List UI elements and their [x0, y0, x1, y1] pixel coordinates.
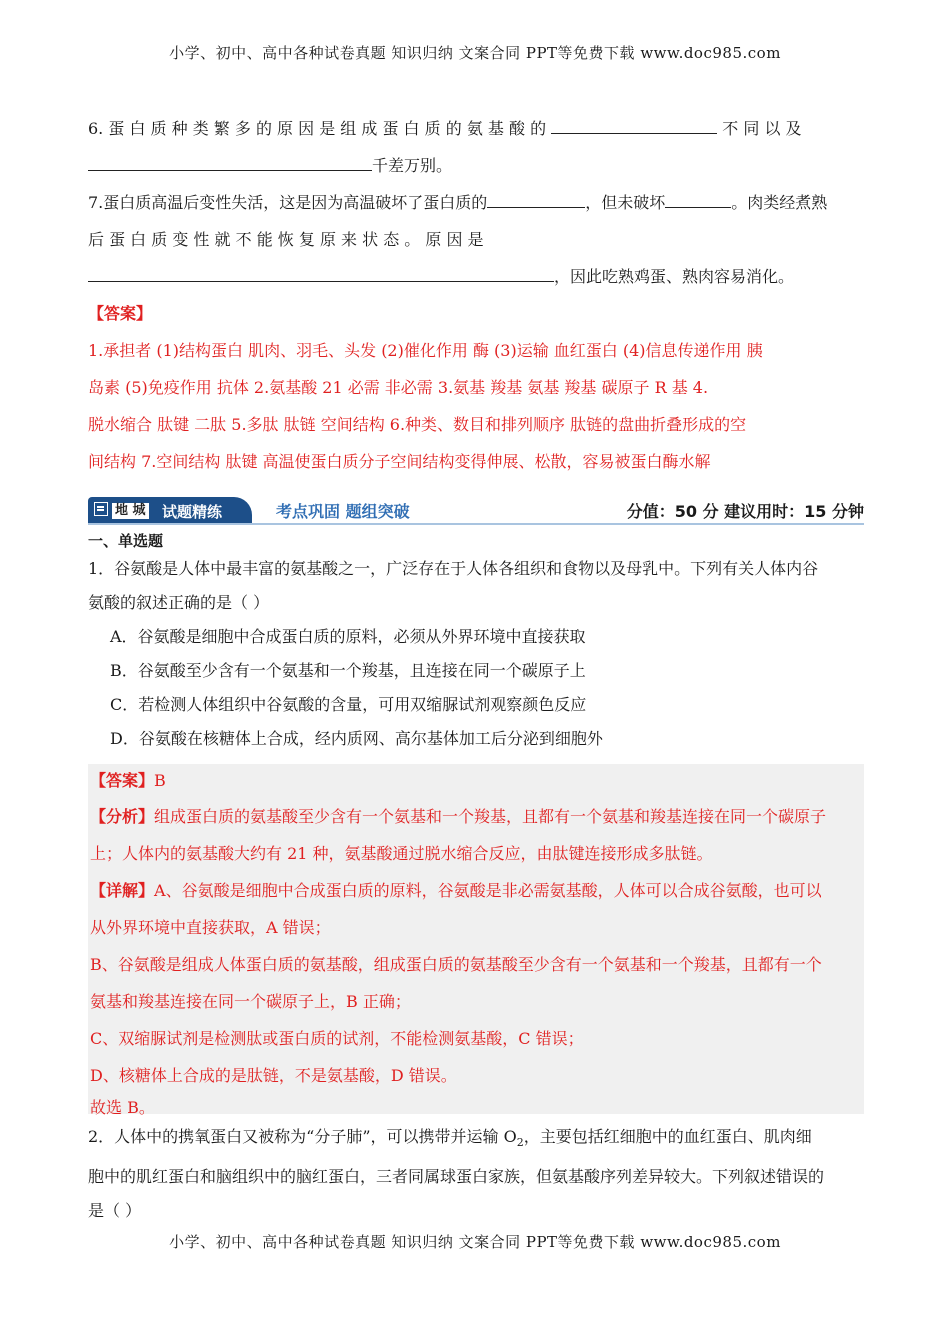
analysis-xiangjie-1	[88, 872, 864, 909]
q7-text-1: 7.蛋白质高温后变性失活，这是因为高温破坏了蛋白质的	[88, 193, 488, 212]
q7-blank-2	[665, 188, 731, 208]
question-1	[88, 530, 864, 756]
q1-option-c: C．若检测人体组织中谷氨酸的含量，可用双缩脲试剂观察颜色反应	[110, 695, 587, 714]
banner-tag	[88, 497, 252, 523]
analysis-xiangjie-3: B、谷氨酸是组成人体蛋白质的氨基酸，组成蛋白质的氨基酸至少含有一个氨基和一个羧基，且都有一个	[90, 955, 822, 974]
analysis-xiangjie-2: 从外界环境中直接获取，A 错误；	[90, 918, 331, 937]
q1-stem-2: 氨酸的叙述正确的是（ ）	[88, 593, 270, 612]
q7-blank-1	[487, 188, 585, 208]
q7-text-3: 。肉类经煮熟	[731, 193, 828, 212]
q7-text-2: ，但未破坏	[585, 193, 666, 212]
banner-tag-title: 试题精练	[162, 503, 223, 521]
analysis-fenxi-2: 上；人体内的氨基酸大约有 21 种，氨基酸通过脱水缩合反应，由肽键连接形成多肽链。	[90, 844, 713, 863]
banner-meta: 分值：50 分 建议用时：15 分钟	[626, 502, 864, 521]
answer-block	[88, 295, 864, 480]
question-2	[88, 1120, 864, 1228]
answer-line-1: 1.承担者 (1)结构蛋白 肌肉、羽毛、头发 (2)催化作用 酶 (3)运输 血红蛋白 (4)信息传递作用 胰	[88, 341, 763, 360]
answer-label: 【答案】	[90, 771, 155, 790]
question-6-line-1	[88, 110, 864, 147]
analysis-xiangjie-4: 氨基和羧基连接在同一个碳原子上，B 正确；	[90, 992, 411, 1011]
xiangjie-text-1: A、谷氨酸是细胞中合成蛋白质的原料，谷氨酸是非必需氨基酸，人体可以合成谷氨酸，也可以	[154, 881, 822, 900]
answer-value: B	[154, 771, 166, 790]
q2-line-2: 胞中的肌红蛋白和脑组织中的脑红蛋白，三者同属球蛋白家族，但氨基酸序列差异较大。下列叙述错误的	[88, 1167, 825, 1187]
analysis-box	[88, 764, 864, 1117]
q2-line-3: 是（ ）	[88, 1201, 142, 1221]
fill-in-questions	[88, 110, 864, 480]
page-header: 小学、初中、高中各种试卷真题 知识归纳 文案合同 PPT等免费下载 www.doc985.com	[169, 44, 781, 62]
xiangjie-label: 【详解】	[90, 881, 155, 900]
q6-text-3: 千差万别。	[372, 156, 453, 175]
answer-line-2: 岛素 (5)免疫作用 抗体 2.氨基酸 21 必需 非必需 3.氨基 羧基 氨基 羧基 碳原子 R 基 4.	[88, 378, 709, 397]
q1-stem-1: 1．谷氨酸是人体中最丰富的氨基酸之一，广泛存在于人体各组织和食物以及母乳中。下列有关人体内谷	[88, 559, 819, 578]
fenxi-label: 【分析】	[90, 807, 155, 826]
q2-text-1b: ，主要包括红细胞中的血红蛋白、肌肉细	[523, 1127, 812, 1146]
question-7-line-1	[88, 184, 864, 221]
question-7-line-2: 后 蛋 白 质 变 性 就 不 能 恢 复 原 来 状 态 。 原 因 是	[88, 230, 484, 249]
banner-chip: 地 城	[112, 503, 149, 519]
q2-text-1a: 2．人体中的携氧蛋白又被称为“分子肺”，可以携带并运输 O	[88, 1127, 517, 1146]
analysis-fenxi-1	[88, 798, 864, 835]
question-7-line-3	[88, 258, 864, 295]
answer-line-4: 间结构 7.空间结构 肽键 高温使蛋白质分子空间结构变得伸展、松散，容易被蛋白酶水解	[88, 452, 711, 471]
section-title: 一、单选题	[88, 532, 164, 550]
q7-blank-3	[88, 262, 554, 282]
fenxi-text-1: 组成蛋白质的氨基酸至少含有一个氨基和一个羧基，且都有一个氨基和羧基连接在同一个碳原子	[154, 807, 827, 826]
q7-text-4: ，因此吃熟鸡蛋、熟肉容易消化。	[554, 267, 795, 286]
q6-blank-2	[88, 151, 372, 171]
question-6-line-2	[88, 147, 864, 184]
q1-option-d: D．谷氨酸在核糖体上合成，经内质网、高尔基体加工后分泌到细胞外	[110, 729, 603, 748]
banner-subtitle: 考点巩固 题组突破	[276, 502, 410, 521]
q1-option-a: A．谷氨酸是细胞中合成蛋白质的原料，必须从外界环境中直接获取	[110, 627, 586, 646]
page-footer: 小学、初中、高中各种试卷真题 知识归纳 文案合同 PPT等免费下载 www.doc985.com	[169, 1233, 781, 1251]
q2-line-1	[88, 1120, 864, 1160]
q6-blank-1	[551, 114, 717, 134]
section-banner	[88, 495, 864, 525]
list-icon	[94, 502, 108, 516]
q2-subscript: 2	[516, 1136, 524, 1150]
answer-label: 【答案】	[88, 304, 153, 323]
analysis-xiangjie-6: D、核糖体上合成的是肽链，不是氨基酸，D 错误。	[90, 1066, 457, 1085]
q6-text-1: 6. 蛋 白 质 种 类 繁 多 的 原 因 是 组 成 蛋 白 质 的 氨 基 酸 的	[88, 119, 547, 138]
analysis-xiangjie-7: 故选 B。	[90, 1098, 155, 1117]
analysis-xiangjie-5: C、双缩脲试剂是检测肽或蛋白质的试剂，不能检测氨基酸，C 错误；	[90, 1029, 584, 1048]
q1-option-b: B．谷氨酸至少含有一个氨基和一个羧基，且连接在同一个碳原子上	[110, 661, 586, 680]
analysis-answer	[88, 764, 864, 798]
q6-text-2: 不 同 以 及	[722, 119, 802, 138]
answer-line-3: 脱水缩合 肽键 二肽 5.多肽 肽链 空间结构 6.种类、数目和排列顺序 肽链的盘曲折叠形成的空	[88, 415, 747, 434]
